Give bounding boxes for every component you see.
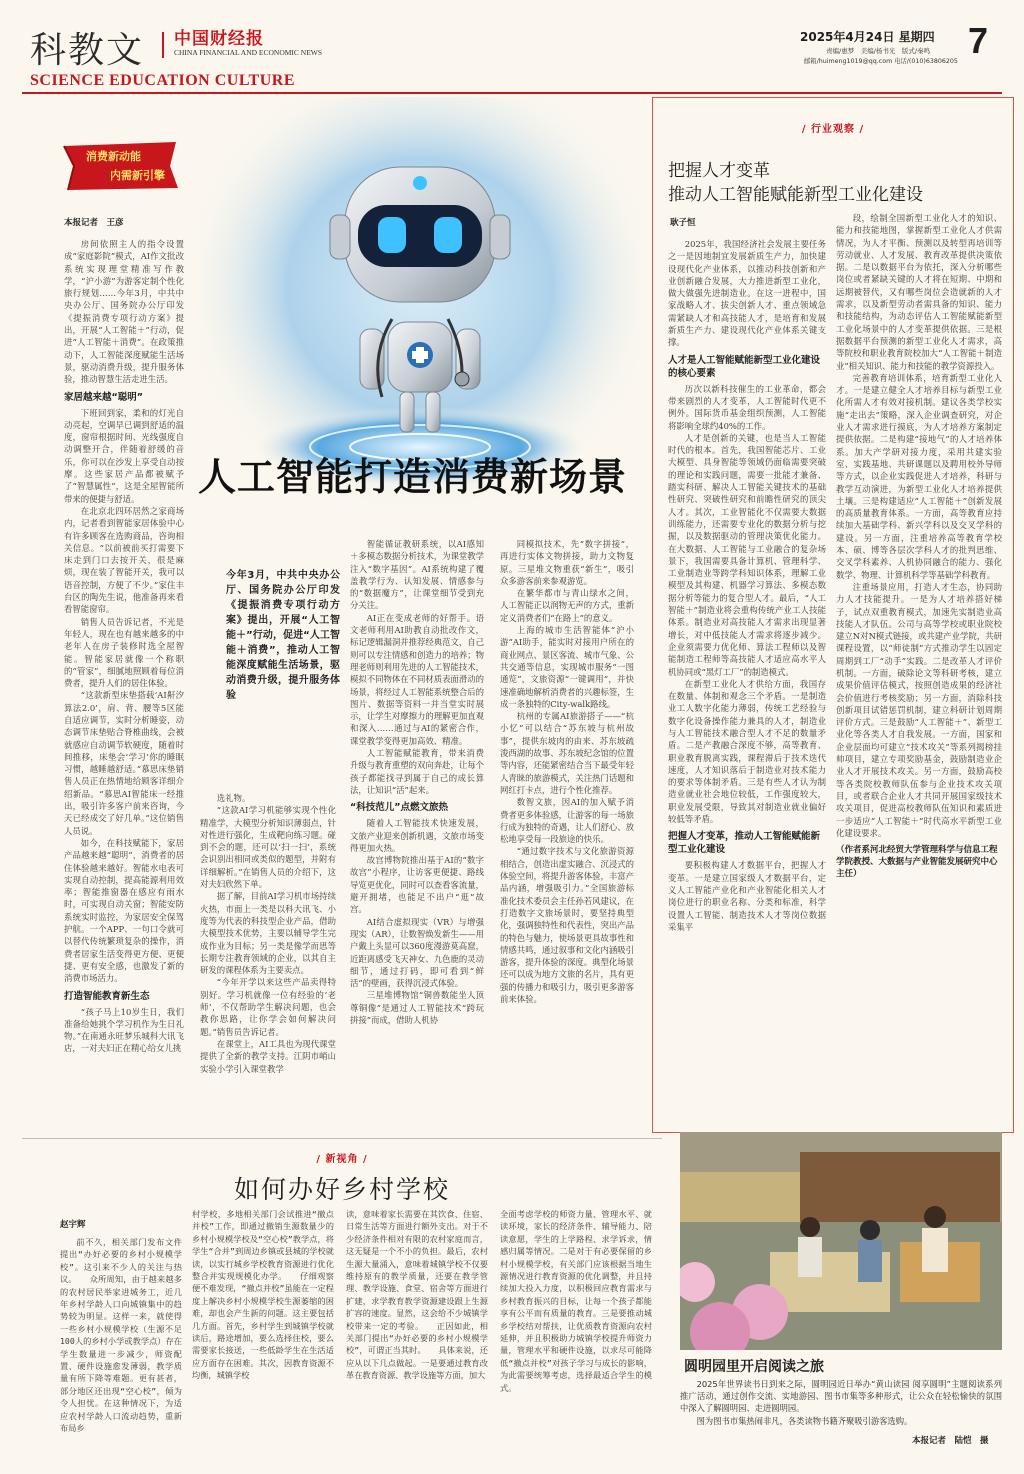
photo-caption bbox=[680, 1378, 1002, 1427]
paragraph: 杭州的专属AI旅游搭子——“杭小忆”可以结合“苏东坡与杭州故事”，提供东坡肉的由来、苏东坡疏浚西湖的故事、苏东坡纪念馆的位置等内容，还能紧密结合当下最受年轻人青睐的旅游模式，关注热门话题和网红打卡点，进行个性化推荐。 bbox=[500, 711, 634, 795]
paragraph: 如今，在科技赋能下，家居产品越来越“聪明”，消费者的居住体验越来越好。智能水电表可实现自动控制，提高能源利用效率；智能推窗器在感应有雨水时，可实现自动关窗；智能安防系统实时监控，为家居安全保驾护航。一个APP、一句口令就可以替代传统繁琐复杂的操作，消费者居家生活变得更方便、更便捷、更有安全感，也激发了新的消费市场活力。 bbox=[64, 837, 184, 984]
rural-column-1 bbox=[60, 1236, 182, 1466]
editors-line: 责编/惠梦 美编/杨书光 版式/秦鸣 bbox=[826, 47, 931, 55]
paragraph: 完善教育培训体系，培育新型工业化人才。一是建立健全人才培养目标与新型工业化所需人才有效对接机制。建议各类学校实施“走出去”策略，深入企业调查研究，对企业人才需求进行摸底，为人才培养方案制定提供依据。二是构建“接地气”的人才培养体系。加大产学研对接力度，采用共建实验室、实践基地、共研课题以及聘用校外导师等方式，以企业实践促进人才培养，科研与教学互动演进，为新型工业化人才培养提供土壤。三是构建适应“人工智能＋”创新发展的高质量教育体系。一方面，高等教育应持续加大基础学科、新兴学科以及交叉学科的建设。另一方面，注重培养高等教育学校本、硕、博等各层次学科人才的批判思维、交叉学科素养、人机协同融合的能力、强化数学、物理、计算机科学等基础学科教育。 bbox=[836, 372, 1002, 580]
paragraph: 段，绘制全国新型工业化人才的知识、能力和技能地图，掌握新型工业化人才供需情况，为人才平衡、预测以及转型再培训等劳动就业、人才发展、教育改革提供决策依据。二是以数据平台为依托，深入分析哪些岗位或者紧缺关键的人才将在短期、中期和远期被替代，又有哪些岗位会造就新的人才需求，以及新型劳动者需具备的知识、能力和技能结构，为动态评估人工智能赋能新型工业化场景中的人才变革提供依据。三是根据数据平台预测的新型工业化人才需求，高等院校和职业教育院校加大“人工智能＋制造业”相关知识、能力和技能的教学资源投入。 bbox=[836, 213, 1002, 371]
paragraph: 故宫博物院推出基于AI的“数字故宫”小程序，让访客更便捷、路线导览更优化，同时可以查看客流量，避开拥堵，也能足不出户“逛”故宫。 bbox=[350, 855, 484, 915]
right-byline: 耿子恒 bbox=[670, 218, 696, 228]
rural-byline: 赵宇辉 bbox=[60, 1220, 86, 1230]
paragraph: “孩子马上10岁生日，我们准备给她挑个学习机作为生日礼物。”在南通永旺梦乐城科大讯飞店，一对夫妇正在精心给女儿挑 bbox=[64, 1006, 184, 1054]
paragraph: 注重场景应用，打造人才生态，协同助力人才技能提升。一是为人才培养搭好梯子，试点双重教育模式，加速先实制造业高技能人才队伍。公司与高等学校或职业院校建立N对N模式链接，或共建产业学院，共研课程设置，以“师徒制”方式推动学生以固定周期到工厂“动手”实践。二是改革人才评价机制。一方面，破除论文等科研考核，建立成果价值评估模式，按照创造成果的经济社会价值进行考核奖励；另一方面，消除科技创新项目试错惩罚机制，建立科研计划周期评价方式。三是鼓励“人工智能＋”、新型工业化等各类人才自我发展。一方面，国家和企业层面均可建立“技术攻关”等系列揭榜挂帅项目，建立专项奖励基金，鼓励制造业企业人才开展技术攻关。另一方面，鼓励高校等各类院校教师队伍参与企业技术攻关项目，或者联合企业人才共同开展国家级技术攻关项目，促进高校教师队伍知识和素质进一步适应“人工智能＋”时代高水平新型工业化建设要求。 bbox=[836, 581, 1002, 838]
paragraph: 历次以新科技催生的工业革命，都会带来剧烈的人才变革，人工智能时代更不例外。国际货币基金组织预测，人工智能将影响全球约40%的工作。 bbox=[668, 383, 826, 431]
lead-column-1 bbox=[64, 238, 184, 1134]
newspaper-logo-en: CHINA FINANCIAL AND ECONOMIC NEWS bbox=[174, 48, 323, 57]
paragraph: 房间依照主人的指令设置成“家庭影院”模式，AI作文批改系统实现理堂精准写作教学，“沪小游”为游客定制个性化旅行规划……今年3月，中共中央办公厅、国务院办公厅印发《提振消费专项行动方案》提出，开展“人工智能＋”行动，促进“人工智能＋消费”。在政策推动下，人工智能深度赋能生活场景，驱动消费升级，提升服务体验，推动智慧生活走进生活。 bbox=[64, 239, 184, 385]
rural-column-2 bbox=[192, 1208, 334, 1466]
paragraph: 三星堆博物馆“铜兽数能坐人顶尊铜像”是通过人工智能技术“跨玩拼接”而成，借助人机协 bbox=[350, 990, 484, 1025]
paragraph: 在繁华都市与青山绿水之间，人工智能正以润物无声的方式，重新定义消费者们“在路上”的意义。 bbox=[500, 588, 634, 623]
rural-kicker: / 新视角 / bbox=[316, 1154, 368, 1165]
right-column-1 bbox=[668, 238, 826, 1122]
lead-byline: 本报记者 王彦 bbox=[64, 218, 124, 228]
subheading: 家居越来越“聪明” bbox=[64, 391, 143, 403]
badge-line-2: 内需新引擎 bbox=[110, 169, 165, 182]
subheading: 人才是人工智能赋能新型工业化建设的核心要素 bbox=[668, 354, 821, 379]
subheading: 把握人才变革，推动人工智能赋能新型工业化建设 bbox=[668, 831, 821, 856]
right-headline-1: 把握人才变革 bbox=[668, 161, 770, 181]
paragraph: “今年开学以来这些产品卖得特别好。学习机就像一位有经验的‘老师’，不仅帮助学生解决问题，也会教你思路，让你学会如何解决问题。”销售员告诉记者。 bbox=[200, 977, 336, 1037]
rural-column-1-text: 前不久，相关部门发布文件提出“办好必要的乡村小规模学校”。这引来不少人的关注与热议。 众所周知，由于越来越多的农村居民举家进城务工，近几年乡村学龄人口向城镇集中的趋势较为明显。这样一来，就使得一些乡村小规模学校（生源不足100人的乡村小学或教学点）存在学生数量进一步减少，师资配置、硬件设施愈发薄弱，教学质量有所下降等难题。更有甚者，部分地区还出现“空心校”，倾为令人担忧。在这种情况下，为适应农村学龄人口流动趋势，重新布局乡 bbox=[60, 1237, 182, 1434]
paragraph: 销售人员告诉记者，不光是年轻人，现在也有越来越多的中老年人在房子装修时选全屋智能。智能家居就像一个称职的“管家”，细腻地照顾着每位消费者，提升人们的居住体验。 bbox=[64, 616, 184, 689]
paragraph: 人才是创新的关键，也是当人工智能时代的根本。首先，我国智能芯片、工业大模型、具身智能等领域仍面临需要突破的理论和实践问题，需要一批能才兼备、踏实科研、解决人工智能关键技术的基础性研究、突破性研究和前瞻性研究的顶尖人才。其次，工业智能化不仅需要大数据训练能力，还需要专业化的数据分析与挖掘，以及数据驱动的管理决策优化能力。在大数据、人工智能与工业融合的复杂场景下，我国需要具备计算机、管理科学、工业制造业等跨学科知识体系，理解工业模型及其构建、机器学习算法、多模态数据分析等能力的复合型人才。最后，“人工智能＋”制造业将会重构传统产业工人技能体系。制造业对高技能人才需求出现显著增长，对中低技能人才需求将逐步减少。企业须需要力优化师、算法工程师以及智能制造工程师等高技能人才适应高水平人机协同或“黑灯工厂”的制造模式。 bbox=[668, 432, 826, 677]
paragraph: “通过数字技术与文化旅游资源相结合，创造出虚实融合、沉浸式的体验空间，将提升游客体验，丰富产品内涵，增强吸引力。”全国旅游标准化技术委员会主任孙若风建议，在打造数字文旅场景时，要坚持典型化，强调独特性和代表性，突出产品的特色与魅力，使场景更具故事性和情感共鸣，通过叙事和文化内涵吸引游客，提升体验的深度。典型化场景还可以成为地方文旅的名片，具有更强的传播力和吸引力，吸引更多游客前来体验。 bbox=[500, 846, 634, 1004]
rural-column-4-text: 全面考虑学校的师资力量、管理水平、就读环境，家长的经济条件、辅导能力、陪读意愿，学生的上学路程、求学诉求，情感归属等情况。二是对于有必要保留的乡村小规模学校，有关部门应该根据当地生源情况进行教育资源的优化调整，并且持续加大投入力度，以积极回应教育需求与乡村教育振兴的目标，让每一个孩子都能享有公平而有质量的教育。三是要推动城乡学校结对帮扶，让优质教育资源向农村延伸，并且积极助力城镇学校提升师资力量，管理水平和硬件设施，以求尽可能降低“撤点并校”对孩子学习与成长的影响，为此需要统筹考虑，选择最适合学生的模式。 bbox=[500, 1209, 652, 1393]
paragraph: 随着人工智能技术快速发展，文旅产业迎来创新机遇，文旅市场变得更加火热。 bbox=[350, 818, 484, 853]
paragraph: “这款新型床垫搭载‘AI鼾汐算法2.0’，肩、背、腰等5区能自适应调节，实时分析睡姿，动态调节床垫贴合脊椎曲线，会被就感应自动调节软硬度，随着时间推移，床垫会‘学习’你的睡眠习惯，越睡越舒适。”慕思床垫销售人员正在热情地给顾客详细介绍新品。“慕思AI智能床一经推出，吸引许多客户前来咨询，今天已经成交了好几单。”这位销售人员说。 bbox=[64, 690, 184, 836]
rural-kicker-text: 新视角 bbox=[325, 1154, 359, 1165]
rural-column-2-text: 村学校，多地相关部门会试推进“撤点并校”工作，即通过撤销生源数量少的乡村小规模学校及“空心校”教学点，将学生“合并”到周边乡镇或县城的学校就读，以实行城乡学校教育资源进行优化整合并实现规模化办学。 仔细观察便不难发现，“撤点并校”虽能在一定程度上解决乡村小规模学校生源萎缩的困难，却也会产生新的问题。这主要包括几方面。首先，乡村学生到城镇学校就读后，路途增加，要么选择住校，要么需要家长接送，一些低龄学生在生活适应方面存在困难。其次，因教育资源不均衡，城镇学校 bbox=[192, 1209, 334, 1381]
photo-credit: 本报记者 陆恺 摄 bbox=[912, 1436, 989, 1446]
subheading: 打造智能教育新生态 bbox=[64, 990, 150, 1002]
paragraph: 数智文旅，因AI的加入赋予消费者更多体验感，让游客的每一场旅行成为独特的奇遇，让人们舒心、放松地享受每一段旅途的快乐。 bbox=[500, 797, 634, 845]
right-column-2 bbox=[836, 212, 1002, 1122]
paragraph: AI结合虚拟现实（VR）与增强现实（AR），让数智焕发新生——用户戴上头显可以360度漫游莫高窟，近距离感受飞天神女、九色鹿的灵动细节，通过打码，即可看到“鲜活”的壁画，获得沉浸式体验。 bbox=[350, 916, 484, 989]
paragraph: AI正在变成老师的好帮手。语文老师利用AI助教自动批改作文，标记逻辑漏洞并推荐经典范文，自己则可以专注情感和创造力的培养；物理老师则利用先进的人工智能技术，模拟不同物体在不同材质表面滑动的场景，将经过人工智能系统整合后的图片、数据等资料一并当堂实时展示，让学生对摩擦力的理解更加直观和深入……通过与AI的紧密合作，课堂教学变得更加高效、精准。 bbox=[350, 612, 484, 746]
paragraph: 在课堂上，AI工具也为现代课堂提供了全新的教学支持。江阴市峭山实验小学引入课堂教学 bbox=[200, 1038, 336, 1074]
rural-column-3 bbox=[346, 1208, 488, 1466]
lead-column-3 bbox=[350, 538, 484, 1134]
paragraph: 上海的城市生活智能体“沪小游”AI助手，能实时对接用户所在的商业网点、景区客流、城市气象、公共交通等信息，实现城市服务“一图通览”，文旅资源“一键调用”，并快速准确地解析消费者的兴趣标签，生成一条独特的City-walk路线。 bbox=[500, 625, 634, 709]
badge-line-1: 消费新动能 bbox=[86, 150, 141, 163]
rural-headline: 如何办好乡村学校 bbox=[233, 1175, 450, 1204]
right-kicker-text: 行业观察 bbox=[811, 124, 855, 135]
paragraph: 选礼物。 bbox=[216, 793, 251, 803]
campaign-badge bbox=[60, 140, 180, 192]
paragraph: 人工智能赋能教育，带来消费升级与教育重塑的双向奔赴，让每个孩子都能找寻到属于自己的成长算法，让知识“活”起来。 bbox=[350, 748, 484, 795]
paragraph: 在新型工业化人才供给方面，我国存在数量、体制和观念三个矛盾。一是制造业工人数字化能力薄弱，传统工艺经验与数字化设备操作能力兼具的人才，制造业与人工智能技术融合型人才不足的数量矛盾。二是产教融合深度不够，高等教育、职业教育脱离实践，课程滞后于技术迭代速度，人才知识落后于制造业对技术能力的要求等体制矛盾。三是有些人才认为制造业就业社会地位较低，工作强度较大，职业发展受限，导致其对制造业就业偏好较低等矛盾。 bbox=[668, 678, 826, 825]
paragraph: “这款AI学习机能够实现个性化精准学，大模型分析知识薄弱点，针对性进行强化，生成靶向练习题。碰到不会的题，还可以‘扫一扫’，系统会识别出相同或类似的题型，并附有详细解析。”在销售人员的介绍下，这对夫妇欣然下单。 bbox=[200, 805, 336, 890]
contact-line: 邮箱/huimeng1019@qq.com 电话/(010)63806205 bbox=[804, 58, 958, 65]
paragraph: 2025年，我国经济社会发展主要任务之一是因地制宜发展新质生产力，加快建设现代化产业体系，以推动科技创新和产业创新融合发展，大力推进新型工业化，做大做强先进制造业。在这一进程中，国家战略人才、拔尖创新人才、重点领域急需紧缺人才和高技能人才，是培育和发展新质生产力、建设现代化产业体系关键支撑。 bbox=[668, 239, 826, 348]
photo-caption-text: 2025年世界读书日到来之际，圆明园近日举办“黄山读园 阅享圆明”主题阅读系列推广活动，通过创作交流、实地游园、图书市集等多种形式，让公众在轻松愉快的氛围中深入了解圆明园、走进圆明园。 bbox=[680, 1379, 1002, 1414]
paragraph: 据了解，目前AI学习机市场持续火热，市面上一类是以科大讯飞、小度等为代表的科技型企业产品，借助大模型技术优势，主要以辅导学生完成作业为目标；另一类是像学而思等长期专注教育领域的企业，以其自主研发的课程体系为主要卖点。 bbox=[200, 891, 336, 976]
right-kicker: / 行业观察 / bbox=[801, 124, 865, 135]
paragraph: 同模拟技术，先“数字拼接”，再进行实体文物拼接，助力文物复原。三星堆文物重获“新生”，吸引众多游客前来参观游览。 bbox=[500, 539, 634, 586]
section-title-cn: 科教文 bbox=[30, 30, 145, 71]
lead-headline: 人工智能打造消费新场景 bbox=[198, 454, 628, 499]
lead-column-4 bbox=[500, 538, 634, 1134]
subheading: “科技范儿”点燃文旅热 bbox=[350, 802, 448, 814]
newspaper-logo: 中国财经报 bbox=[174, 29, 264, 49]
paragraph: 要积极构建人才数据平台，把握人才变革。一是建立国家级人才数据平台，定义人工智能产业化和产业智能化相关人才岗位进行的职业名称、分类和标准，科学设置人工智能、制造技术人才等岗位数据采集平 bbox=[668, 860, 826, 932]
news-photo bbox=[680, 1132, 1002, 1350]
issue-date: 2025年4月24日 星期四 bbox=[800, 30, 935, 44]
page-number: 7 bbox=[968, 20, 989, 61]
paragraph: 智能循证教研系统，以AI感知＋多模态数据分析技术，为课堂教学注入“数字基因”。AI系统构建了覆盖教学行为、认知发展、情感参与的“数据魔方”，让课堂细节受到充分关注。 bbox=[350, 539, 484, 611]
photo-caption-text-2: 图为图书市集热闹非凡，各类读物书籍齐聚吸引游客选购。 bbox=[696, 1415, 913, 1426]
lead-column-2 bbox=[200, 792, 336, 1134]
lead-deck-text: 今年3月，中共中央办公厅、国务院办公厅印发《提振消费专项行动方案》提出，开展“人工智能＋”行动，促进“人工智能＋消费”，推动人工智能深度赋能生活场景，驱动消费升级，提升服务体验 bbox=[226, 570, 340, 701]
author-note: （作者系河北经贸大学管理科学与信息工程学院教授、大数据与产业智能发展研究中心主任） bbox=[836, 845, 998, 880]
rural-column-3-text: 读，意味着家长需要在其饮食、住宿、日常生活等方面进行额外支出。对于不少经济条件相对有限的农村家庭而言，这无疑是一个不小的负担。最后，农村生源大量涌入，意味着城镇学校不仅要维持原有的教学质量，还要在教学管理、教学设施、食堂、宿舍等方面进行扩建，求学教育教学资源建设跟上生源扩容的速度。显然，这会给不少城镇学校带来一定的考验。 正因如此，相关部门提出“办好必要的乡村小规模学校”，可谓正当其时。 具体来说，还应从以下几点做起。一是要通过教育改革在教育资源、教学设施等方面，加大 bbox=[346, 1209, 488, 1381]
photo-title: 圆明园里开启阅读之旅 bbox=[684, 1359, 824, 1375]
paragraph: 下班回到家，柔和的灯光自动亮起，空调早已调到舒适的温度，窗帘根据时间、光线强度自动调整开合，伴随着舒缓的音乐，你可以在沙发上享受自动按摩。这些家居产品都被赋予了“智慧属性”，这是全屋智能所带来的便捷与舒适。 bbox=[64, 407, 184, 504]
right-headline-2: 推动人工智能赋能新型工业化建设 bbox=[668, 185, 923, 205]
section-title-en: SCIENCE EDUCATION CULTURE bbox=[30, 72, 295, 89]
paragraph: 在北京北四环居然之家商场内，记者看到智能家居体验中心有许多顾客在选购商品，咨询相关信息。“以前被前买打需要下床走到门口去按开关，很是麻烦，现在装了智能开关，我可以语音控制，方便了不少。”家住丰台区的陶先生说，他准备再来看看智能窗帘。 bbox=[64, 505, 184, 615]
lead-deck bbox=[226, 568, 340, 703]
rural-column-4 bbox=[500, 1208, 652, 1466]
masthead bbox=[0, 0, 1024, 96]
